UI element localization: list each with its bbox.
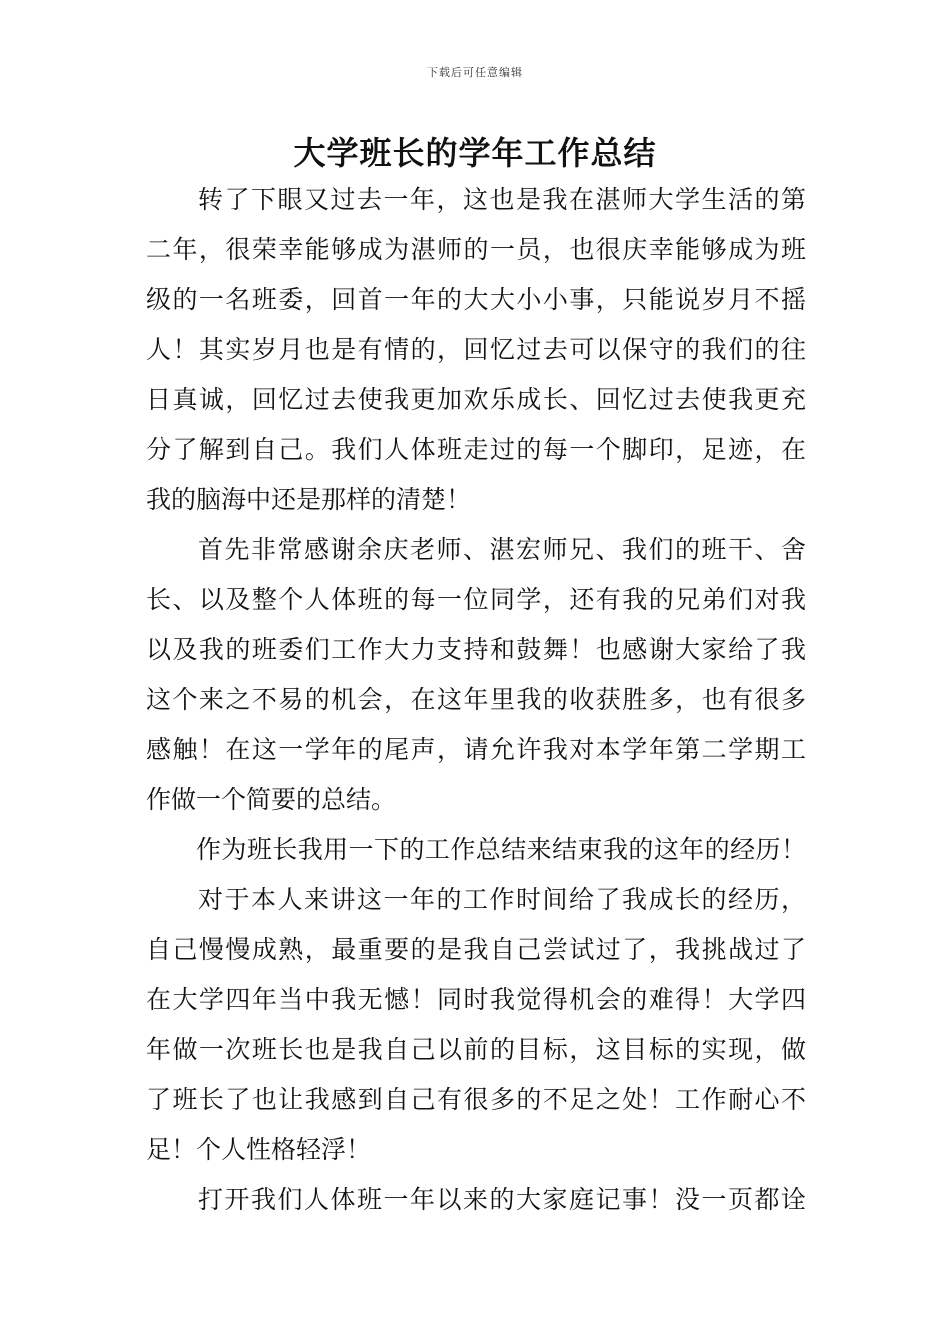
paragraph-line: 了班长了也让我感到自己有很多的不足之处！工作耐心不: [146, 1085, 806, 1114]
paragraph-line: 转了下眼又过去一年，这也是我在湛师大学生活的第: [198, 185, 806, 214]
paragraph-line: 在大学四年当中我无憾！同时我觉得机会的难得！大学四: [146, 985, 806, 1014]
paragraph-line: 长、以及整个人体班的每一位同学，还有我的兄弟们对我: [146, 585, 806, 614]
paragraph-line: 以及我的班委们工作大力支持和鼓舞！也感谢大家给了我: [146, 635, 806, 664]
paragraph-line: 作为班长我用一下的工作总结来结束我的这年的经历！: [196, 835, 806, 864]
paragraph-line: 对于本人来讲这一年的工作时间给了我成长的经历，: [198, 885, 806, 914]
header-note: 下载后可任意编辑: [427, 66, 523, 79]
paragraph-line: 这个来之不易的机会，在这年里我的收获胜多，也有很多: [146, 685, 806, 714]
paragraph-line: 日真诚，回忆过去使我更加欢乐成长、回忆过去使我更充: [146, 385, 806, 414]
paragraph-line: 年做一次班长也是我自己以前的目标，这目标的实现，做: [146, 1035, 806, 1064]
paragraph-line: 级的一名班委，回首一年的大大小小事，只能说岁月不摇: [146, 285, 806, 314]
paragraph-line: 足！个人性格轻浮！: [146, 1135, 372, 1164]
paragraph-line: 打开我们人体班一年以来的大家庭记事！没一页都诠: [198, 1185, 806, 1214]
paragraph-line: 感触！在这一学年的尾声，请允许我对本学年第二学期工: [146, 735, 806, 764]
paragraph-line: 人！其实岁月也是有情的，回忆过去可以保守的我们的往: [146, 335, 806, 364]
paragraph-line: 首先非常感谢余庆老师、湛宏师兄、我们的班干、舍: [198, 535, 806, 564]
document-title: 大学班长的学年工作总结: [293, 134, 657, 172]
paragraph-line: 我的脑海中还是那样的清楚！: [146, 485, 472, 514]
paragraph-line: 自己慢慢成熟，最重要的是我自己尝试过了，我挑战过了: [146, 935, 806, 964]
paragraph-line: 作做一个简要的总结。: [146, 785, 397, 814]
paragraph-line: 二年，很荣幸能够成为湛师的一员，也很庆幸能够成为班: [146, 235, 806, 264]
paragraph-line: 分了解到自己。我们人体班走过的每一个脚印，足迹，在: [146, 435, 806, 464]
